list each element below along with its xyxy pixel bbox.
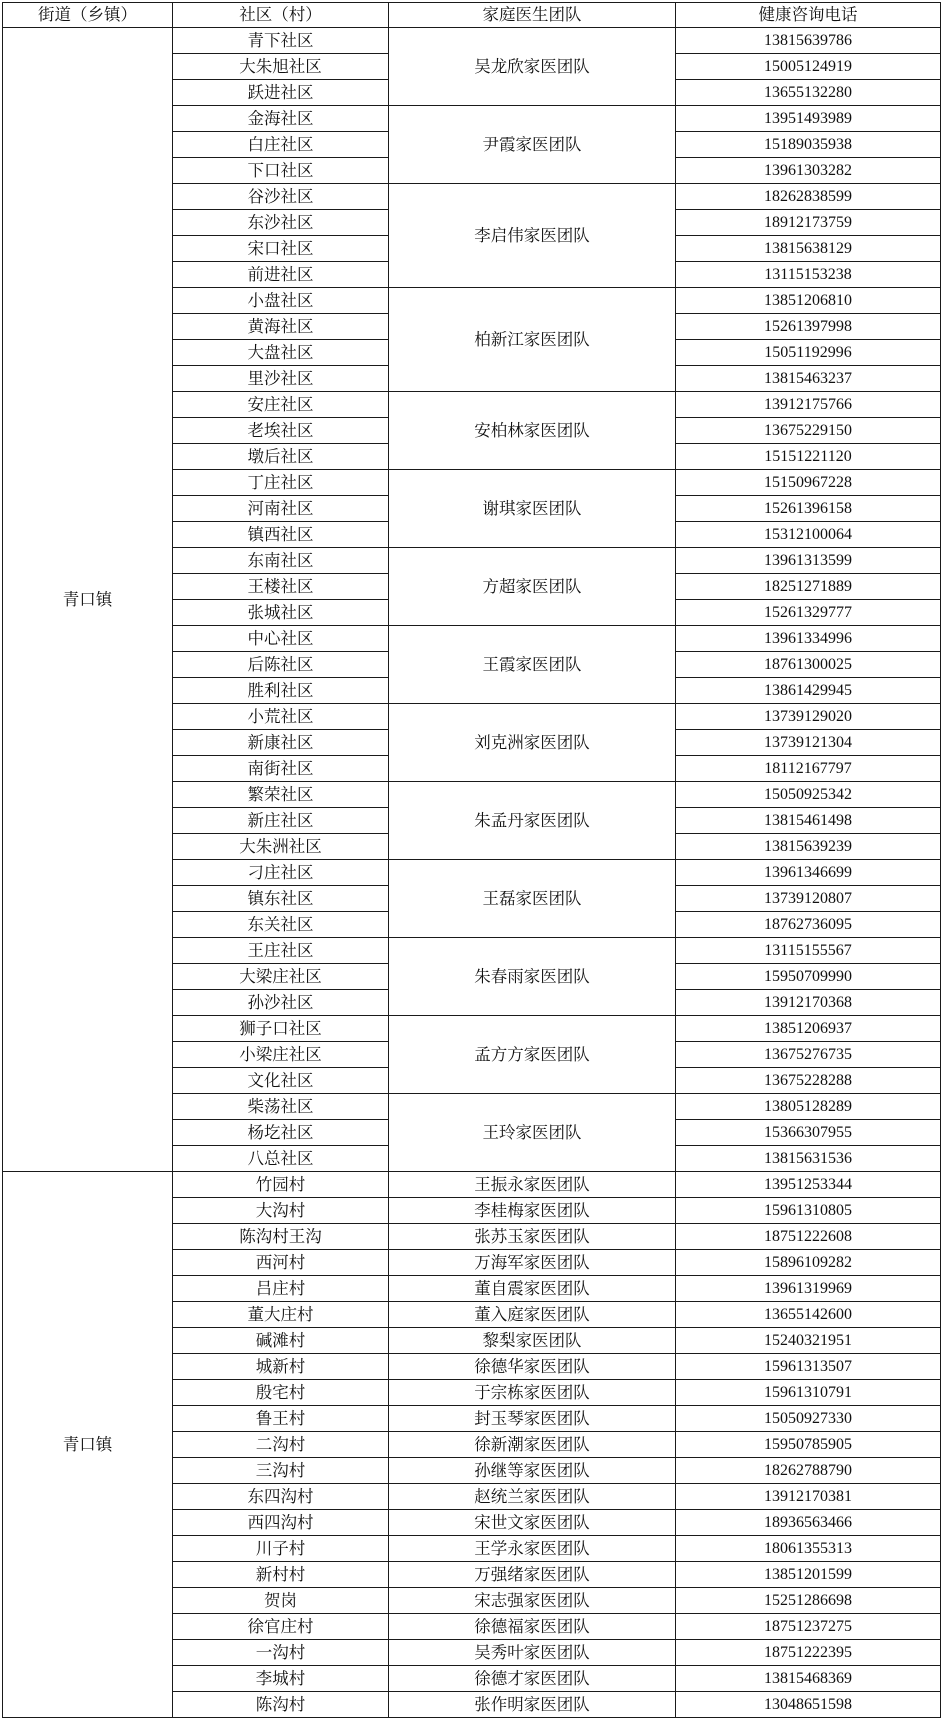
community-cell: 青下社区 xyxy=(173,28,389,54)
team-cell: 万海军家医团队 xyxy=(389,1250,676,1276)
community-cell: 丁庄社区 xyxy=(173,470,389,496)
community-cell: 张城社区 xyxy=(173,600,389,626)
phone-cell: 18061355313 xyxy=(676,1536,941,1562)
team-cell: 封玉琴家医团队 xyxy=(389,1406,676,1432)
community-cell: 中心社区 xyxy=(173,626,389,652)
phone-cell: 13961303282 xyxy=(676,158,941,184)
community-cell: 东关社区 xyxy=(173,912,389,938)
phone-cell: 13805128289 xyxy=(676,1094,941,1120)
phone-cell: 13912175766 xyxy=(676,392,941,418)
phone-cell: 15251286698 xyxy=(676,1588,941,1614)
phone-cell: 13739121304 xyxy=(676,730,941,756)
community-cell: 李城村 xyxy=(173,1666,389,1692)
community-cell: 南街社区 xyxy=(173,756,389,782)
community-cell: 镇西社区 xyxy=(173,522,389,548)
phone-cell: 13815468369 xyxy=(676,1666,941,1692)
community-cell: 繁荣社区 xyxy=(173,782,389,808)
phone-cell: 18762736095 xyxy=(676,912,941,938)
community-cell: 老埃社区 xyxy=(173,418,389,444)
team-cell: 柏新江家医团队 xyxy=(389,288,676,392)
phone-cell: 13861429945 xyxy=(676,678,941,704)
phone-cell: 15150967228 xyxy=(676,470,941,496)
team-cell: 张作明家医团队 xyxy=(389,1692,676,1718)
community-cell: 贺岗 xyxy=(173,1588,389,1614)
phone-cell: 15050927330 xyxy=(676,1406,941,1432)
community-cell: 一沟村 xyxy=(173,1640,389,1666)
community-cell: 西河村 xyxy=(173,1250,389,1276)
team-cell: 李启伟家医团队 xyxy=(389,184,676,288)
community-cell: 城新村 xyxy=(173,1354,389,1380)
community-cell: 谷沙社区 xyxy=(173,184,389,210)
phone-cell: 15240321951 xyxy=(676,1328,941,1354)
team-cell: 董自震家医团队 xyxy=(389,1276,676,1302)
phone-cell: 15950785905 xyxy=(676,1432,941,1458)
phone-cell: 13912170381 xyxy=(676,1484,941,1510)
team-cell: 徐德福家医团队 xyxy=(389,1614,676,1640)
phone-cell: 13739120807 xyxy=(676,886,941,912)
phone-cell: 13912170368 xyxy=(676,990,941,1016)
phone-cell: 18761300025 xyxy=(676,652,941,678)
phone-cell: 13655132280 xyxy=(676,80,941,106)
phone-cell: 15151221120 xyxy=(676,444,941,470)
community-cell: 文化社区 xyxy=(173,1068,389,1094)
community-cell: 竹园村 xyxy=(173,1172,389,1198)
header-team: 家庭医生团队 xyxy=(389,3,676,28)
team-cell: 王霞家医团队 xyxy=(389,626,676,704)
community-cell: 小梁庄社区 xyxy=(173,1042,389,1068)
table-row xyxy=(3,1172,941,1198)
community-cell: 碱滩村 xyxy=(173,1328,389,1354)
community-cell: 里沙社区 xyxy=(173,366,389,392)
team-cell: 朱春雨家医团队 xyxy=(389,938,676,1016)
phone-cell: 13815639786 xyxy=(676,28,941,54)
team-cell: 徐德才家医团队 xyxy=(389,1666,676,1692)
phone-cell: 13851201599 xyxy=(676,1562,941,1588)
community-cell: 狮子口社区 xyxy=(173,1016,389,1042)
team-cell: 赵统兰家医团队 xyxy=(389,1484,676,1510)
community-cell: 新康社区 xyxy=(173,730,389,756)
community-cell: 西四沟村 xyxy=(173,1510,389,1536)
community-cell: 徐官庄村 xyxy=(173,1614,389,1640)
team-cell: 孙继等家医团队 xyxy=(389,1458,676,1484)
team-cell: 李桂梅家医团队 xyxy=(389,1198,676,1224)
phone-cell: 15051192996 xyxy=(676,340,941,366)
phone-cell: 15005124919 xyxy=(676,54,941,80)
phone-cell: 15961310791 xyxy=(676,1380,941,1406)
health-team-table xyxy=(2,2,941,1718)
community-cell: 川子村 xyxy=(173,1536,389,1562)
community-cell: 陈沟村王沟 xyxy=(173,1224,389,1250)
community-cell: 墩后社区 xyxy=(173,444,389,470)
street-cell: 青口镇 xyxy=(3,1172,173,1718)
team-cell: 刘克洲家医团队 xyxy=(389,704,676,782)
phone-cell: 18936563466 xyxy=(676,1510,941,1536)
table-row xyxy=(3,28,941,54)
phone-cell: 13675276735 xyxy=(676,1042,941,1068)
community-cell: 董大庄村 xyxy=(173,1302,389,1328)
phone-cell: 15261329777 xyxy=(676,600,941,626)
community-cell: 陈沟村 xyxy=(173,1692,389,1718)
team-cell: 吴龙欣家医团队 xyxy=(389,28,676,106)
team-cell: 王学永家医团队 xyxy=(389,1536,676,1562)
community-cell: 金海社区 xyxy=(173,106,389,132)
phone-cell: 13675228288 xyxy=(676,1068,941,1094)
community-cell: 大朱旭社区 xyxy=(173,54,389,80)
community-cell: 大朱洲社区 xyxy=(173,834,389,860)
phone-cell: 15950709990 xyxy=(676,964,941,990)
community-cell: 东四沟村 xyxy=(173,1484,389,1510)
team-cell: 张苏玉家医团队 xyxy=(389,1224,676,1250)
header-community: 社区（村） xyxy=(173,3,389,28)
header-row xyxy=(3,3,941,28)
team-cell: 于宗栋家医团队 xyxy=(389,1380,676,1406)
phone-cell: 18912173759 xyxy=(676,210,941,236)
community-cell: 胜利社区 xyxy=(173,678,389,704)
phone-cell: 13961319969 xyxy=(676,1276,941,1302)
community-cell: 黄海社区 xyxy=(173,314,389,340)
phone-cell: 13115155567 xyxy=(676,938,941,964)
phone-cell: 13815463237 xyxy=(676,366,941,392)
phone-cell: 15961310805 xyxy=(676,1198,941,1224)
community-cell: 柴荡社区 xyxy=(173,1094,389,1120)
phone-cell: 13961334996 xyxy=(676,626,941,652)
community-cell: 刁庄社区 xyxy=(173,860,389,886)
phone-cell: 15961313507 xyxy=(676,1354,941,1380)
team-cell: 宋志强家医团队 xyxy=(389,1588,676,1614)
phone-cell: 13951253344 xyxy=(676,1172,941,1198)
community-cell: 前进社区 xyxy=(173,262,389,288)
community-cell: 新村村 xyxy=(173,1562,389,1588)
team-cell: 吴秀叶家医团队 xyxy=(389,1640,676,1666)
team-cell: 宋世文家医团队 xyxy=(389,1510,676,1536)
phone-cell: 15261396158 xyxy=(676,496,941,522)
phone-cell: 18751222395 xyxy=(676,1640,941,1666)
community-cell: 殷宅村 xyxy=(173,1380,389,1406)
phone-cell: 18251271889 xyxy=(676,574,941,600)
phone-cell: 18751237275 xyxy=(676,1614,941,1640)
team-cell: 朱孟丹家医团队 xyxy=(389,782,676,860)
community-cell: 安庄社区 xyxy=(173,392,389,418)
community-cell: 大沟村 xyxy=(173,1198,389,1224)
phone-cell: 13815461498 xyxy=(676,808,941,834)
team-cell: 王磊家医团队 xyxy=(389,860,676,938)
phone-cell: 13655142600 xyxy=(676,1302,941,1328)
community-cell: 后陈社区 xyxy=(173,652,389,678)
team-cell: 方超家医团队 xyxy=(389,548,676,626)
community-cell: 新庄社区 xyxy=(173,808,389,834)
community-cell: 鲁王村 xyxy=(173,1406,389,1432)
community-cell: 河南社区 xyxy=(173,496,389,522)
community-cell: 小盘社区 xyxy=(173,288,389,314)
header-phone: 健康咨询电话 xyxy=(676,3,941,28)
phone-cell: 13815638129 xyxy=(676,236,941,262)
community-cell: 小荒社区 xyxy=(173,704,389,730)
team-cell: 徐德华家医团队 xyxy=(389,1354,676,1380)
community-cell: 八总社区 xyxy=(173,1146,389,1172)
phone-cell: 13851206937 xyxy=(676,1016,941,1042)
community-cell: 白庄社区 xyxy=(173,132,389,158)
community-cell: 跃进社区 xyxy=(173,80,389,106)
phone-cell: 13048651598 xyxy=(676,1692,941,1718)
phone-cell: 15261397998 xyxy=(676,314,941,340)
community-cell: 王楼社区 xyxy=(173,574,389,600)
phone-cell: 18262788790 xyxy=(676,1458,941,1484)
phone-cell: 18112167797 xyxy=(676,756,941,782)
phone-cell: 18262838599 xyxy=(676,184,941,210)
team-cell: 王振永家医团队 xyxy=(389,1172,676,1198)
phone-cell: 13815639239 xyxy=(676,834,941,860)
community-cell: 镇东社区 xyxy=(173,886,389,912)
team-cell: 王玲家医团队 xyxy=(389,1094,676,1172)
community-cell: 宋口社区 xyxy=(173,236,389,262)
phone-cell: 15896109282 xyxy=(676,1250,941,1276)
phone-cell: 15189035938 xyxy=(676,132,941,158)
phone-cell: 18751222608 xyxy=(676,1224,941,1250)
community-cell: 孙沙社区 xyxy=(173,990,389,1016)
team-cell: 谢琪家医团队 xyxy=(389,470,676,548)
community-cell: 杨圪社区 xyxy=(173,1120,389,1146)
community-cell: 下口社区 xyxy=(173,158,389,184)
team-cell: 尹霞家医团队 xyxy=(389,106,676,184)
phone-cell: 13851206810 xyxy=(676,288,941,314)
team-cell: 安柏林家医团队 xyxy=(389,392,676,470)
team-cell: 万强绪家医团队 xyxy=(389,1562,676,1588)
team-cell: 董入庭家医团队 xyxy=(389,1302,676,1328)
phone-cell: 13115153238 xyxy=(676,262,941,288)
phone-cell: 13961346699 xyxy=(676,860,941,886)
phone-cell: 13675229150 xyxy=(676,418,941,444)
community-cell: 二沟村 xyxy=(173,1432,389,1458)
team-cell: 孟方方家医团队 xyxy=(389,1016,676,1094)
header-street: 街道（乡镇） xyxy=(3,3,173,28)
community-cell: 大梁庄社区 xyxy=(173,964,389,990)
community-cell: 东沙社区 xyxy=(173,210,389,236)
phone-cell: 15366307955 xyxy=(676,1120,941,1146)
community-cell: 三沟村 xyxy=(173,1458,389,1484)
phone-cell: 15050925342 xyxy=(676,782,941,808)
community-cell: 大盘社区 xyxy=(173,340,389,366)
phone-cell: 13815631536 xyxy=(676,1146,941,1172)
phone-cell: 15312100064 xyxy=(676,522,941,548)
community-cell: 东南社区 xyxy=(173,548,389,574)
team-cell: 黎梨家医团队 xyxy=(389,1328,676,1354)
community-cell: 王庄社区 xyxy=(173,938,389,964)
team-cell: 徐新潮家医团队 xyxy=(389,1432,676,1458)
phone-cell: 13961313599 xyxy=(676,548,941,574)
phone-cell: 13951493989 xyxy=(676,106,941,132)
phone-cell: 13739129020 xyxy=(676,704,941,730)
street-cell: 青口镇 xyxy=(3,28,173,1172)
community-cell: 吕庄村 xyxy=(173,1276,389,1302)
